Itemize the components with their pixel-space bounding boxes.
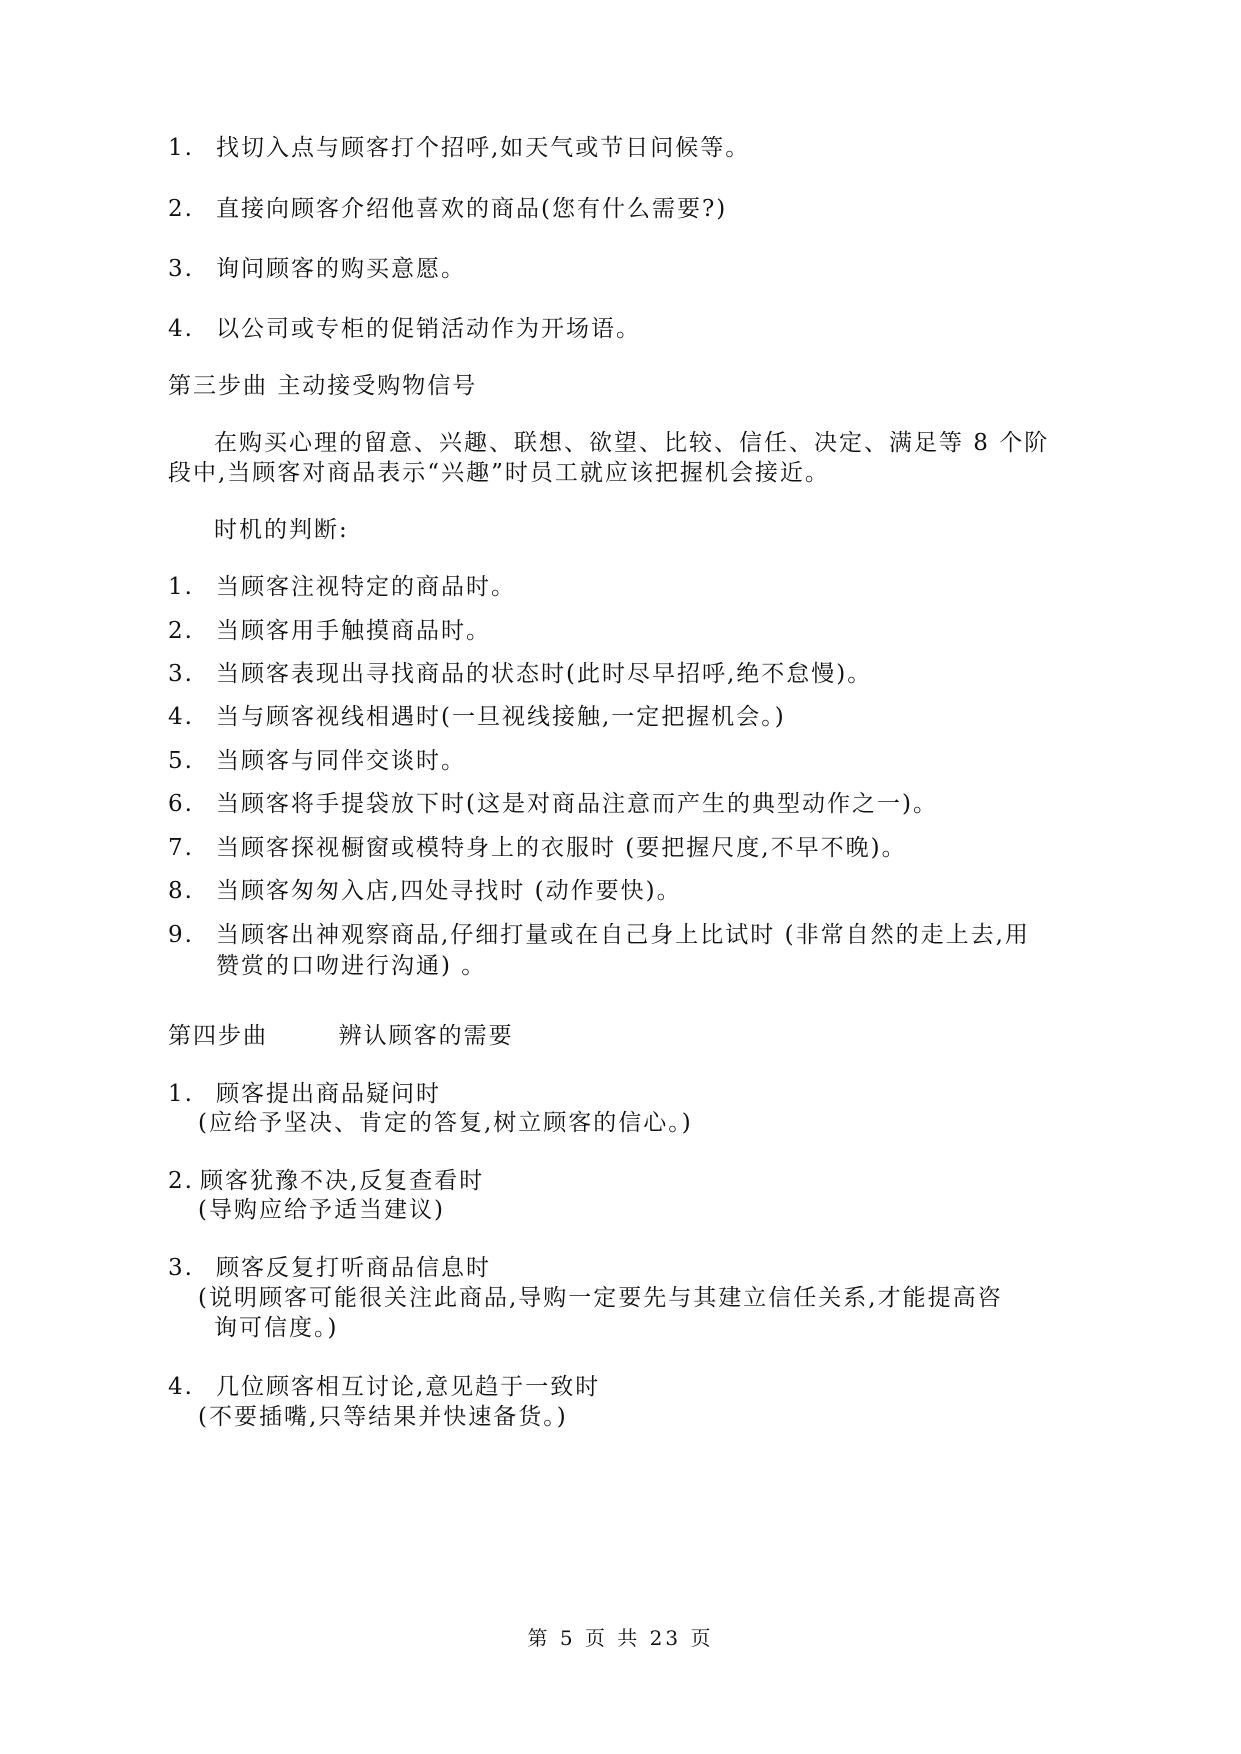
list-note: (导购应给予适当建议)	[198, 1197, 445, 1223]
list-note: (说明顾客可能很关注此商品,导购一定要先与其建立信任关系,才能提高咨	[198, 1285, 1003, 1311]
list-text: 当顾客匆匆入店,四处寻找时 (动作要快)。	[216, 878, 682, 904]
list-number: 1.	[168, 574, 194, 600]
page-footer: 第 5 页 共 23 页	[527, 1626, 714, 1650]
list-number: 6.	[168, 791, 194, 817]
list-text: 顾客反复打听商品信息时	[216, 1255, 491, 1281]
list-text: 询问顾客的购买意愿。	[216, 256, 466, 282]
list-text: 当顾客将手提袋放下时(这是对商品注意而产生的典型动作之一)。	[216, 791, 938, 817]
timing-label: 时机的判断:	[214, 517, 349, 543]
list-text: 当顾客出神观察商品,仔细打量或在自己身上比试时 (非常自然的走上去,用	[216, 922, 1030, 948]
section-heading-label: 第四步曲	[168, 1023, 268, 1049]
list-number: 1.	[168, 1081, 194, 1107]
list-number: 2.	[168, 196, 194, 222]
list-number: 3.	[168, 1255, 194, 1281]
section-heading: 第三步曲 主动接受购物信号	[168, 373, 478, 399]
paragraph-line: 段中,当顾客对商品表示“兴趣”时员工就应该把握机会接近。	[168, 460, 830, 486]
list-text: 直接向顾客介绍他喜欢的商品(您有什么需要?)	[216, 196, 728, 222]
list-text: 找切入点与顾客打个招呼,如天气或节日问候等。	[216, 135, 751, 161]
list-text: 以公司或专柜的促销活动作为开场语。	[216, 316, 641, 342]
list-number: 3.	[168, 661, 194, 687]
list-text: 顾客犹豫不决,反复查看时	[200, 1168, 485, 1194]
list-text-continuation: 赞赏的口吻进行沟通) 。	[216, 953, 487, 979]
list-number: 1.	[168, 135, 194, 161]
list-text: 当顾客注视特定的商品时。	[216, 574, 516, 600]
section-heading-title: 辨认顾客的需要	[338, 1023, 514, 1049]
list-text: 顾客提出商品疑问时	[216, 1081, 441, 1107]
list-number: 8.	[168, 878, 194, 904]
list-number: 4.	[168, 704, 194, 730]
list-text: 当顾客与同伴交谈时。	[216, 748, 466, 774]
list-number: 3.	[168, 256, 194, 282]
list-text: 几位顾客相互讨论,意见趋于一致时	[216, 1374, 601, 1400]
section-heading	[168, 1020, 514, 1052]
list-text: 当顾客表现出寻找商品的状态时(此时尽早招呼,绝不怠慢)。	[216, 661, 873, 687]
list-number: 7.	[168, 835, 194, 861]
list-number: 4.	[168, 316, 194, 342]
list-number: 2.	[168, 1168, 194, 1194]
list-note: (应给予坚决、肯定的答复,树立顾客的信心。)	[198, 1110, 693, 1136]
list-text: 当顾客探视橱窗或模特身上的衣服时 (要把握尺度,不早不晚)。	[216, 835, 907, 861]
list-text: 当顾客用手触摸商品时。	[216, 618, 491, 644]
list-number: 9.	[168, 922, 194, 948]
list-number: 5.	[168, 748, 194, 774]
list-text: 当与顾客视线相遇时(一旦视线接触,一定把握机会。)	[216, 704, 786, 730]
paragraph-line: 在购买心理的留意、兴趣、联想、欲望、比较、信任、决定、满足等 8 个阶	[214, 430, 1050, 456]
list-number: 4.	[168, 1374, 194, 1400]
list-note-continuation: 询可信度。)	[214, 1315, 339, 1341]
list-number: 2.	[168, 618, 194, 644]
list-note: (不要插嘴,只等结果并快速备货。)	[198, 1404, 568, 1430]
